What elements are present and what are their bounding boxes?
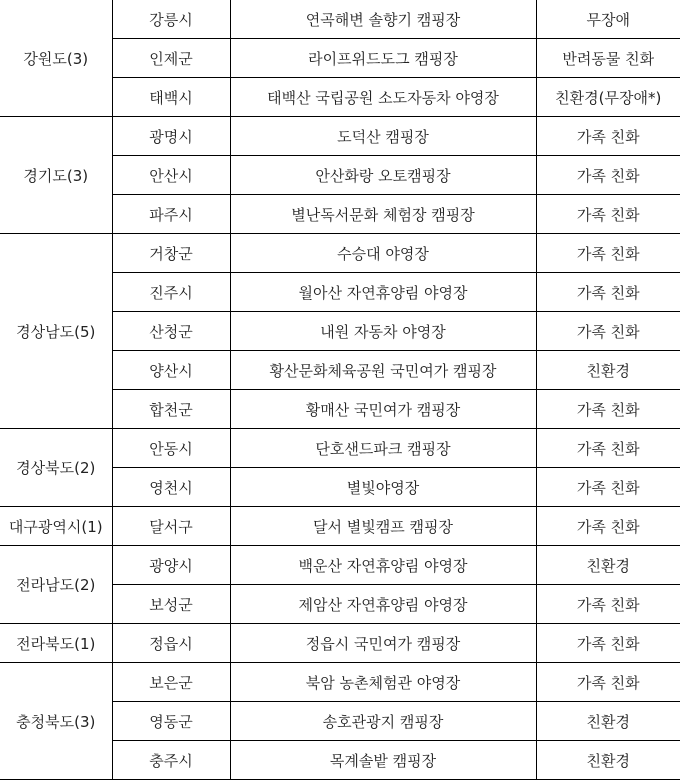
campsite-name-cell: 월아산 자연휴양림 야영장 [230,273,536,312]
campsite-name-cell: 달서 별빛캠프 캠핑장 [230,507,536,546]
category-cell: 친환경(무장애*) [536,78,680,117]
table-row [0,546,680,585]
city-cell: 안산시 [112,156,230,195]
city-cell: 강릉시 [112,0,230,39]
campsite-name-cell: 별난독서문화 체험장 캠핑장 [230,195,536,234]
category-cell: 가족 친화 [536,117,680,156]
city-cell: 광명시 [112,117,230,156]
category-cell: 가족 친화 [536,234,680,273]
city-cell: 합천군 [112,390,230,429]
campsite-name-cell: 내원 자동차 야영장 [230,312,536,351]
category-cell: 가족 친화 [536,507,680,546]
city-cell: 거창군 [112,234,230,273]
city-cell: 양산시 [112,351,230,390]
province-cell: 대구광역시(1) [0,507,112,546]
campsite-name-cell: 황매산 국민여가 캠핑장 [230,390,536,429]
province-cell: 전라북도(1) [0,624,112,663]
campsite-name-cell: 황산문화체육공원 국민여가 캠핑장 [230,351,536,390]
city-cell: 영동군 [112,702,230,741]
campsite-name-cell: 백운산 자연휴양림 야영장 [230,546,536,585]
city-cell: 산청군 [112,312,230,351]
campsite-name-cell: 수승대 야영장 [230,234,536,273]
category-cell: 친환경 [536,702,680,741]
table-row [0,507,680,546]
campsite-name-cell: 단호샌드파크 캠핑장 [230,429,536,468]
campsite-name-cell: 안산화랑 오토캠핑장 [230,156,536,195]
campsite-name-cell: 연곡해변 솔향기 캠핑장 [230,0,536,39]
city-cell: 진주시 [112,273,230,312]
campsite-name-cell: 별빛야영장 [230,468,536,507]
city-cell: 달서구 [112,507,230,546]
city-cell: 정읍시 [112,624,230,663]
category-cell: 가족 친화 [536,195,680,234]
campsite-name-cell: 정읍시 국민여가 캠핑장 [230,624,536,663]
category-cell: 가족 친화 [536,468,680,507]
city-cell: 보은군 [112,663,230,702]
campsite-name-cell: 도덕산 캠핑장 [230,117,536,156]
table-row [0,429,680,468]
category-cell: 가족 친화 [536,273,680,312]
category-cell: 가족 친화 [536,390,680,429]
province-cell: 전라남도(2) [0,546,112,624]
city-cell: 태백시 [112,78,230,117]
campsite-name-cell: 라이프위드도그 캠핑장 [230,39,536,78]
category-cell: 가족 친화 [536,312,680,351]
province-cell: 충청북도(3) [0,663,112,780]
table-row [0,0,680,39]
campsite-name-cell: 목계솔밭 캠핑장 [230,741,536,780]
city-cell: 충주시 [112,741,230,780]
category-cell: 가족 친화 [536,585,680,624]
city-cell: 인제군 [112,39,230,78]
campsite-name-cell: 제암산 자연휴양림 야영장 [230,585,536,624]
province-cell: 경기도(3) [0,117,112,234]
city-cell: 광양시 [112,546,230,585]
category-cell: 친환경 [536,351,680,390]
table-row [0,117,680,156]
category-cell: 친환경 [536,546,680,585]
category-cell: 가족 친화 [536,663,680,702]
campsite-name-cell: 북암 농촌체험관 야영장 [230,663,536,702]
campsite-name-cell: 태백산 국립공원 소도자동차 야영장 [230,78,536,117]
city-cell: 파주시 [112,195,230,234]
city-cell: 영천시 [112,468,230,507]
province-cell: 경상북도(2) [0,429,112,507]
category-cell: 반려동물 친화 [536,39,680,78]
table-row [0,663,680,702]
province-cell: 경상남도(5) [0,234,112,429]
table-row [0,234,680,273]
category-cell: 친환경 [536,741,680,780]
category-cell: 가족 친화 [536,156,680,195]
category-cell: 무장애 [536,0,680,39]
city-cell: 안동시 [112,429,230,468]
table-row [0,624,680,663]
province-cell: 강원도(3) [0,0,112,117]
city-cell: 보성군 [112,585,230,624]
category-cell: 가족 친화 [536,624,680,663]
category-cell: 가족 친화 [536,429,680,468]
campsite-name-cell: 송호관광지 캠핑장 [230,702,536,741]
